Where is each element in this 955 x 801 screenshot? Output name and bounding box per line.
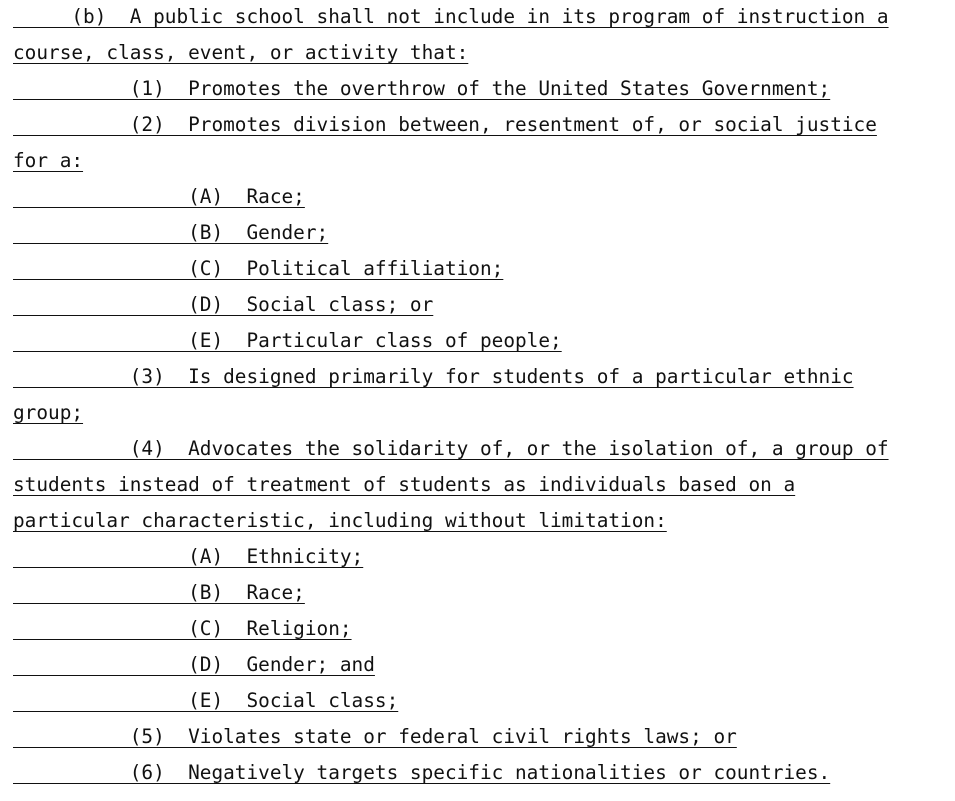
item-4-subitem-a: (A) Ethnicity; [13,545,364,568]
item-4-line-2: students instead of treatment of students as individuals based on a [13,473,796,496]
item-4-subitem-d: (D) Gender; and [13,653,375,676]
item-4-subitem-e: (E) Social class; [13,689,399,712]
item-4-line-3: particular characteristic, including without limitation: [13,509,667,532]
item-2-line-1: (2) Promotes division between, resentment of, or social justice [13,113,877,136]
item-2-subitem-b: (B) Gender; [13,221,329,244]
item-4-line-1: (4) Advocates the solidarity of, or the isolation of, a group of [13,437,889,460]
item-2-subitem-c: (C) Political affiliation; [13,257,504,280]
item-2-subitem-e: (E) Particular class of people; [13,329,562,352]
item-6-line-1: (6) Negatively targets specific nationalities or countries. [13,761,831,784]
item-3-line-2: group; [13,401,84,424]
item-5-line-1: (5) Violates state or federal civil rights laws; or [13,725,737,748]
item-2-subitem-d: (D) Social class; or [13,293,434,316]
item-2-line-2: for a: [13,149,84,172]
item-2-subitem-a: (A) Race; [13,185,305,208]
item-3-line-1: (3) Is designed primarily for students of a particular ethnic [13,365,854,388]
subsection-b-intro-line-2: course, class, event, or activity that: [13,41,469,64]
item-4-subitem-b: (B) Race; [13,581,305,604]
item-4-subitem-c: (C) Religion; [13,617,352,640]
subsection-b-intro-line-1: (b) A public school shall not include in its program of instruction a [13,5,889,28]
item-1-line-1: (1) Promotes the overthrow of the United States Government; [13,77,831,100]
